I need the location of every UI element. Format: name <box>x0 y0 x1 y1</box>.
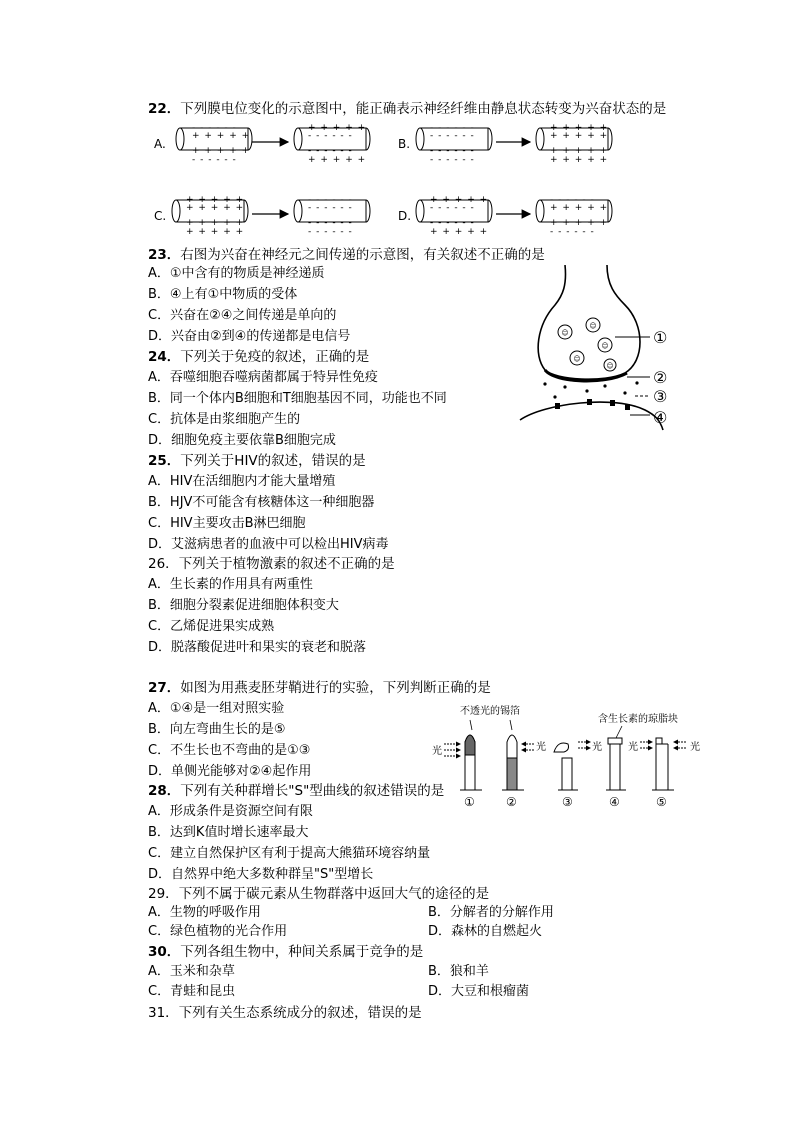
option-b: B．④上有①中物质的受体 <box>148 287 298 302</box>
membrane-potential-figure <box>0 118 794 238</box>
svg-text:+ + + + +: + + + + + <box>192 131 251 141</box>
option-a: A．玉米和杂草 <box>148 964 235 979</box>
option-a: A．吞噬细胞吞噬病菌都属于特异性免疫 <box>148 370 378 385</box>
option-a: A．①中含有的物质是神经递质 <box>148 266 325 281</box>
option-a: A．①④是一组对照实验 <box>148 701 285 716</box>
question-number: 28． <box>148 783 181 799</box>
question-text: 下列膜电位变化的示意图中，能正确表示神经纤维由静息状态转变为兴奋状态的是 <box>180 101 667 117</box>
svg-text:光: 光 <box>592 742 602 753</box>
question-text: 下列关于HIV的叙述，错误的是 <box>180 453 366 469</box>
option-c: C．HIV主要攻击B淋巴细胞 <box>148 516 306 531</box>
question-number: 27． <box>148 680 181 696</box>
svg-text:☺: ☺ <box>601 342 609 350</box>
label-foil: 不透光的锡箔 <box>460 706 520 717</box>
question-number: 31． <box>148 1005 179 1021</box>
figure-label-3: ③ <box>653 387 668 406</box>
svg-text:☺: ☺ <box>589 322 597 330</box>
figure-label-2: ② <box>653 368 668 387</box>
question-text: 右图为兴奋在神经元之间传递的示意图，有关叙述不正确的是 <box>180 247 545 263</box>
svg-text:- - - - - -: - - - - - - <box>308 195 353 205</box>
coleoptile-4 <box>578 726 626 809</box>
option-c: C．抗体是由浆细胞产生的 <box>148 412 301 427</box>
option-b-diagram <box>398 123 612 165</box>
svg-text:+ + + + +: + + + + + <box>550 123 609 133</box>
svg-text:- - - - - -: - - - - - - <box>430 131 475 141</box>
figure-label-1: ① <box>653 328 668 347</box>
question-22 <box>148 100 666 118</box>
question-25 <box>148 452 366 470</box>
svg-text:- - - - - -: - - - - - - <box>308 131 353 141</box>
svg-text:+ + + + +: + + + + + <box>550 146 609 156</box>
svg-text:⑤: ⑤ <box>656 795 667 809</box>
svg-text:- - - - - -: - - - - - - <box>430 203 475 213</box>
question-text: 下列关于免疫的叙述，正确的是 <box>180 349 370 365</box>
svg-text:- - - - - -: - - - - - - <box>430 218 475 228</box>
svg-text:①: ① <box>464 795 475 809</box>
svg-text:+ + + + +: + + + + + <box>550 203 609 213</box>
option-d: D．兴奋由②到④的传递都是电信号 <box>148 329 351 344</box>
question-31 <box>148 1004 422 1022</box>
svg-text:+ + + + +: + + + + + <box>550 155 609 165</box>
svg-text:+ + + + +: + + + + + <box>430 195 489 205</box>
question-number: 30． <box>148 944 181 960</box>
option-b: B．向左弯曲生长的是⑤ <box>148 722 286 737</box>
question-number: 24． <box>148 349 181 365</box>
option-c: C．乙烯促进果实成熟 <box>148 619 275 634</box>
option-b: B．HJV不可能含有核糖体这一种细胞器 <box>148 495 375 510</box>
svg-text:☺: ☺ <box>573 355 581 363</box>
option-d: D．森林的自燃起火 <box>428 924 543 939</box>
option-b: B．达到K值时增长速率最大 <box>148 825 309 840</box>
svg-text:☺: ☺ <box>606 362 614 370</box>
option-b-label: B. <box>398 137 411 151</box>
option-a: A．生长素的作用具有两重性 <box>148 577 313 592</box>
svg-text:- - - - - -: - - - - - - <box>430 146 475 156</box>
svg-text:- - - - - -: - - - - - - <box>430 155 475 165</box>
svg-text:- - - - - -: - - - - - - <box>308 227 353 237</box>
option-d-label: D. <box>398 209 412 223</box>
question-text: 下列有关生态系统成分的叙述，错误的是 <box>178 1005 422 1021</box>
coleoptile-5 <box>628 738 700 809</box>
label-agar: 含生长素的琼脂块 <box>598 714 678 725</box>
option-c: C．青蛙和昆虫 <box>148 984 236 999</box>
option-c: C．绿色植物的光合作用 <box>148 924 288 939</box>
question-number: 22． <box>148 101 181 117</box>
svg-text:+ + + + +: + + + + + <box>308 155 367 165</box>
svg-text:- - - - - -: - - - - - - <box>550 195 595 205</box>
svg-text:光: 光 <box>536 742 546 753</box>
option-c: C．不生长也不弯曲的是①③ <box>148 743 311 758</box>
svg-text:+ + + + +: + + + + + <box>430 227 489 237</box>
synapse-figure <box>515 265 705 435</box>
option-d-diagram <box>398 195 612 237</box>
svg-text:+ + + + +: + + + + + <box>550 131 609 141</box>
svg-text:+ + + + +: + + + + + <box>550 218 609 228</box>
option-c: C．建立自然保护区有利于提高大熊猫环境容纳量 <box>148 846 431 861</box>
svg-text:- - - - - -: - - - - - - <box>308 218 353 228</box>
option-c-diagram <box>154 195 370 237</box>
svg-text:+ + + + +: + + + + + <box>186 227 245 237</box>
svg-text:☺: ☺ <box>561 329 569 337</box>
question-number: 29． <box>148 886 179 902</box>
option-d: D．自然界中绝大多数种群呈"S"型增长 <box>148 867 374 882</box>
question-24 <box>148 348 369 366</box>
option-c-label: C. <box>154 209 167 223</box>
question-27 <box>148 679 491 697</box>
svg-text:+ + + + +: + + + + + <box>186 218 245 228</box>
option-a: A．HIV在活细胞内才能大量增殖 <box>148 474 336 489</box>
svg-text:+ + + + +: + + + + + <box>186 195 245 205</box>
option-a: A．生物的呼吸作用 <box>148 905 261 920</box>
svg-text:+ + + + +: + + + + + <box>192 146 251 156</box>
svg-text:④: ④ <box>609 795 620 809</box>
coleoptile-3 <box>554 743 578 809</box>
svg-text:+ + + + +: + + + + + <box>186 203 245 213</box>
question-text: 下列有关种群增长"S"型曲线的叙述错误的是 <box>180 783 445 799</box>
question-text: 下列各组生物中，种间关系属于竞争的是 <box>180 944 424 960</box>
question-26 <box>148 555 395 573</box>
option-d: D．脱落酸促进叶和果实的衰老和脱落 <box>148 640 367 655</box>
question-number: 26． <box>148 556 179 572</box>
svg-text:③: ③ <box>562 795 573 809</box>
svg-text:光: 光 <box>628 742 638 753</box>
svg-text:②: ② <box>506 795 517 809</box>
question-text: 如图为用燕麦胚芽鞘进行的实验，下列判断正确的是 <box>180 680 491 696</box>
option-a-label: A. <box>154 137 166 151</box>
svg-text:光: 光 <box>690 742 700 753</box>
svg-text:- - - - - -: - - - - - - <box>192 155 237 165</box>
option-b: B．狼和羊 <box>428 964 489 979</box>
question-number: 23． <box>148 247 181 263</box>
option-b: B．同一个体内B细胞和T细胞基因不同，功能也不同 <box>148 391 447 406</box>
svg-text:+ + + + +: + + + + + <box>308 123 367 133</box>
svg-text:- - - - - -: - - - - - - <box>430 123 475 133</box>
option-c: C．兴奋在②④之间传递是单向的 <box>148 308 337 323</box>
svg-text:光: 光 <box>432 746 442 757</box>
option-a: A．形成条件是资源空间有限 <box>148 804 313 819</box>
question-23 <box>148 246 545 264</box>
option-d: D．大豆和根瘤菌 <box>428 984 530 999</box>
option-d: D．细胞免疫主要依靠B细胞完成 <box>148 433 336 448</box>
option-d: D．艾滋病患者的血液中可以检出HIV病毒 <box>148 537 389 552</box>
option-d: D．单侧光能够对②④起作用 <box>148 764 312 779</box>
coleoptile-2 <box>502 720 546 809</box>
question-text: 下列关于植物激素的叙述不正确的是 <box>178 556 395 572</box>
figure-label-4: ④ <box>653 408 668 427</box>
question-28 <box>148 782 444 800</box>
option-b: B．细胞分裂素促进细胞体积变大 <box>148 598 339 613</box>
option-b: B．分解者的分解作用 <box>428 905 554 920</box>
question-29 <box>148 885 489 903</box>
svg-text:- - - - - -: - - - - - - <box>308 203 353 213</box>
question-30 <box>148 943 423 961</box>
svg-text:- - - - - -: - - - - - - <box>192 123 237 133</box>
coleoptile-figure <box>430 700 720 810</box>
question-number: 25． <box>148 453 181 469</box>
svg-text:- - - - - -: - - - - - - <box>550 227 595 237</box>
question-text: 下列不属于碳元素从生物群落中返回大气的途径的是 <box>178 886 490 902</box>
svg-text:- - - - - -: - - - - - - <box>308 146 353 156</box>
option-a-diagram <box>154 123 370 165</box>
